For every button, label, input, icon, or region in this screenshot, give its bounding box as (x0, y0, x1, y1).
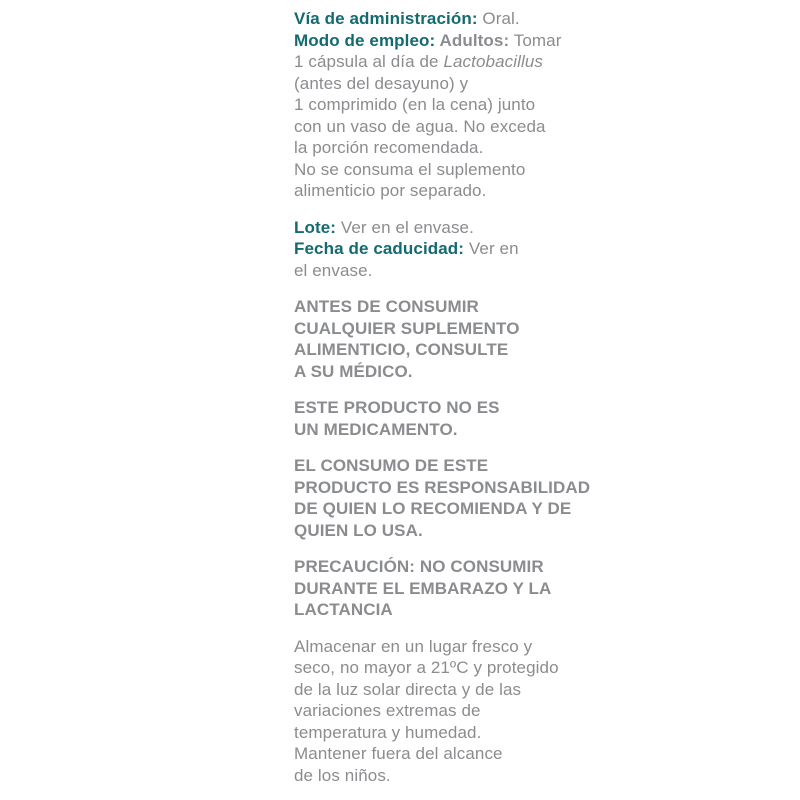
text-line (294, 238, 590, 260)
text-line: A SU MÉDICO. (294, 361, 413, 381)
text-line: con un vaso de agua. No exceda (294, 116, 546, 136)
text-line: alimenticio por separado. (294, 181, 487, 200)
text-line: ALIMENTICIO, CONSULTE (294, 340, 509, 359)
section-warning-responsibility (294, 455, 590, 541)
section-administration (294, 8, 590, 202)
adultos-value: Tomar (509, 30, 562, 50)
section-warning-not-medicine (294, 397, 590, 440)
text-line: Almacenar en un lugar fresco y (294, 636, 533, 656)
caducidad-value: Ver en (464, 239, 519, 258)
text-line: UN MEDICAMENTO. (294, 419, 458, 439)
caducidad-label: Fecha de caducidad: (294, 239, 465, 258)
adultos-label: Adultos: (435, 30, 510, 50)
text-line: LACTANCIA (294, 600, 393, 619)
text-line: No se consuma el suplemento (294, 159, 526, 179)
text-line: CUALQUIER SUPLEMENTO (294, 318, 520, 338)
section-lot-expiry (294, 217, 590, 282)
text-line: 1 comprimido (en la cena) junto (294, 95, 536, 114)
section-storage-instructions (294, 636, 590, 787)
text-line: PRODUCTO ES RESPONSABILIDAD (294, 477, 591, 497)
section-warning-pregnancy (294, 556, 590, 621)
modo-empleo-label: Modo de empleo: (294, 30, 436, 50)
dosage-text: 1 cápsula al día de (294, 52, 444, 71)
section-warning-consult-doctor (294, 296, 590, 382)
text-line: de la luz solar directa y de las (294, 679, 522, 699)
text-line: ESTE PRODUCTO NO ES (294, 398, 500, 417)
via-administracion-label: Vía de administración: (294, 9, 478, 28)
text-line: PRECAUCIÓN: NO CONSUMIR (294, 557, 544, 576)
text-line (294, 30, 590, 52)
text-line: EL CONSUMO DE ESTE (294, 456, 489, 475)
lactobacillus-italic: Lactobacillus (443, 52, 544, 71)
text-line: QUIEN LO USA. (294, 520, 423, 540)
text-line (294, 217, 590, 239)
lote-value: Ver en el envase. (336, 217, 474, 237)
text-line: DE QUIEN LO RECOMIENDA Y DE (294, 499, 572, 518)
text-line: temperatura y humedad. (294, 722, 482, 742)
via-administracion-value: Oral. (477, 9, 520, 28)
text-line: el envase. (294, 260, 373, 280)
text-line: (antes del desayuno) y (294, 73, 469, 93)
text-line: la porción recomendada. (294, 138, 484, 157)
text-line: de los niños. (294, 765, 391, 785)
text-line: Mantener fuera del alcance (294, 744, 503, 763)
text-line: DURANTE EL EMBARAZO Y LA (294, 578, 552, 598)
text-line: variaciones extremas de (294, 701, 481, 720)
text-line (294, 8, 590, 30)
lote-label: Lote: (294, 217, 337, 237)
text-line: ANTES DE CONSUMIR (294, 297, 479, 316)
text-line: seco, no mayor a 21ºC y protegido (294, 658, 559, 677)
text-line (294, 51, 590, 73)
supplement-label-text-block (294, 8, 590, 786)
